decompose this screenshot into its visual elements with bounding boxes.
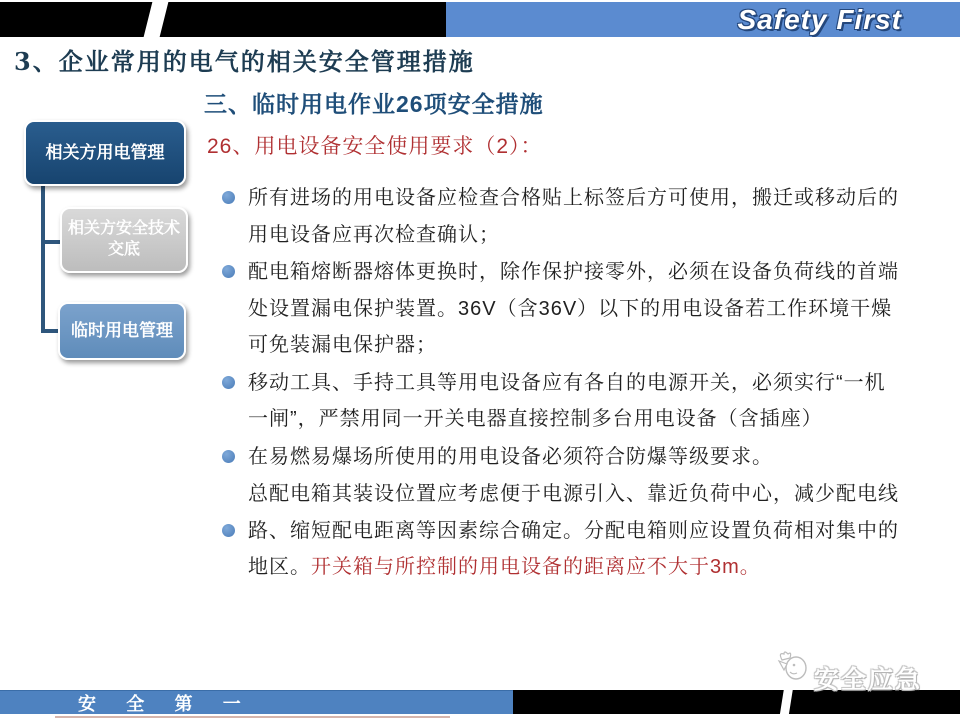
list-item-text: 配电箱熔断器熔体更换时，除作保护接零外，必须在设备负荷线的首端处设置漏电保护装置。36V（含36V）以下的用电设备若工作环境干燥可免装漏电保护器；	[248, 261, 899, 356]
watermark-text: 安全应急	[814, 666, 923, 694]
list-item	[222, 476, 922, 586]
bottom-edge-line	[55, 716, 450, 718]
bullet-icon	[222, 450, 235, 463]
watermark	[772, 650, 922, 696]
diagram-node-temporary-power-mgmt: 临时用电管理	[58, 302, 186, 360]
list-item-text-red: 开关箱与所控制的用电设备的距离应不大于3m。	[311, 556, 761, 578]
list-item-text: 所有进场的用电设备应检查合格贴上标签后方可使用，搬迁或移动后的用电设备应再次检查确认；	[248, 187, 899, 246]
footer-slogan: 安 全 第 一	[78, 693, 253, 715]
list-item-text: 移动工具、手持工具等用电设备应有各自的电源开关，必须实行“一机一闸”，严禁用同一开关电器直接控制多台用电设备（含插座）	[248, 371, 886, 430]
section-subtitle: 三、临时用电作业26项安全措施	[204, 91, 544, 117]
footer-slogan-bar	[0, 690, 513, 714]
bullet-icon	[222, 524, 235, 537]
list-item	[222, 365, 922, 438]
top-blue-bar	[446, 2, 960, 37]
list-item	[222, 439, 922, 476]
content-heading: 26、用电设备安全使用要求（2）：	[207, 135, 543, 158]
top-bar-slash-decoration	[144, 2, 169, 37]
list-item-text: 在易燃易爆场所使用的用电设备必须符合防爆等级要求。	[248, 445, 773, 468]
list-item-text-black: 总配电箱其装设位置应考虑便于电源引入、靠近负荷中心，减少配电线路、缩短配电距离等因素综合确定。分配电箱则应设置负荷相对集中的地区。	[248, 483, 899, 578]
bullet-icon	[222, 265, 235, 278]
diagram-connector-vertical	[41, 186, 45, 333]
top-black-bar	[0, 2, 446, 37]
bullet-list	[222, 180, 922, 587]
list-item-text	[248, 476, 900, 586]
list-item	[222, 254, 922, 364]
title-shadow-decoration	[0, 64, 475, 78]
bullet-icon	[222, 376, 235, 389]
bullet-icon	[222, 191, 235, 204]
diagram-node-related-party-power-mgmt: 相关方用电管理	[24, 120, 186, 186]
megaphone-mascot-icon	[772, 650, 814, 696]
page-title: 3、企业常用的电气的相关安全管理措施	[14, 47, 475, 76]
list-item	[222, 180, 922, 253]
diagram-node-safety-tech-disclosure: 相关方安全技术交底	[60, 207, 188, 273]
banner-text: Safety First	[737, 3, 902, 35]
